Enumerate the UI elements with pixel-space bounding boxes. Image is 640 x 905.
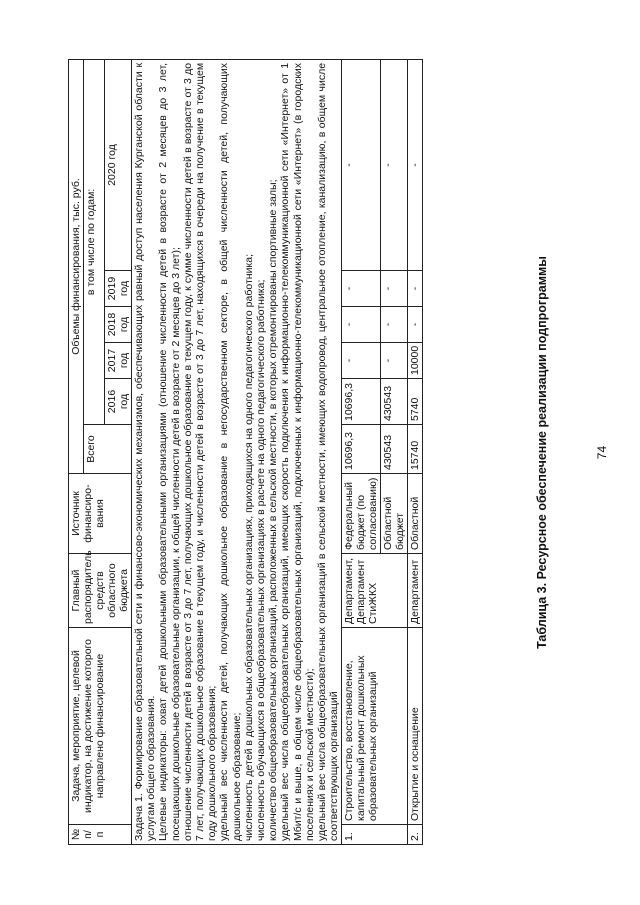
header-source: Источник финансиро-вания bbox=[69, 474, 132, 554]
row-y2016: 5740 bbox=[408, 379, 423, 425]
row-total: 430543 bbox=[381, 425, 408, 474]
row-total: 10696,3 bbox=[342, 425, 381, 474]
header-task: Задача, мероприятие, целевой индикатор, на достижение которого направлено финансирование bbox=[69, 628, 132, 825]
task-line: численность обучающихся в общеобразовательных организациях в расчете на одного педагогического работника; bbox=[255, 279, 268, 841]
header-volume: Объемы финансирования, тыс. руб. bbox=[69, 59, 84, 473]
row-y2020: - bbox=[381, 59, 408, 270]
task-line: удельный вес числа общеобразовательных организаций, имеющих скорость подключения к информационно-телекоммуникационной сети «Интернет» от 1 Мбит/с и выше, в общем числе общеобразовательных организаций, подключенных к информационно-телекоммуникационной сети «Интернет» (в городских поселениях и сельской местности); bbox=[279, 62, 316, 841]
row-source: Федеральный бюджет (по согласованию) bbox=[342, 474, 381, 554]
task-description bbox=[132, 59, 342, 844]
row-y2019: - bbox=[381, 271, 408, 307]
header-num: № п/п bbox=[69, 825, 132, 845]
row-y2018: - bbox=[408, 307, 423, 343]
row-y2018: - bbox=[381, 307, 408, 343]
table-row bbox=[408, 59, 423, 844]
row-admin: Департамент bbox=[408, 554, 423, 628]
row-task: Строительство, восстановление, капитальный ремонт дошкольных образовательных организаций bbox=[342, 628, 408, 825]
row-y2018: - bbox=[342, 307, 381, 343]
table-row bbox=[342, 59, 381, 844]
row-y2020: - bbox=[342, 59, 381, 270]
row-admin: Департамент, Департамент СтиЖКХ bbox=[342, 554, 408, 628]
row-y2017: - bbox=[381, 343, 408, 379]
row-num: 2. bbox=[408, 825, 423, 845]
header-year: 2019 год bbox=[105, 271, 132, 307]
row-y2019: - bbox=[342, 271, 381, 307]
header-year: 2020 год bbox=[105, 59, 132, 270]
task-line: численность детей в дошкольных образовательных организациях, приходящихся на одного педагогического работника; bbox=[242, 253, 255, 841]
header-total: Всего bbox=[84, 425, 132, 474]
task-line: удельный вес численности детей, получающих дошкольное образование в негосударственном секторе, в общей численности детей, получающих дошкольное образование; bbox=[218, 62, 243, 841]
task-line: Целевые индикаторы: охват детей дошкольными образовательными организациями (отношение численности детей в возрасте от 2 месяцев до 3 лет, посещающих дошкольные образовательные организации, к общей численности детей в возрасте от 2 месяцев до 3 лет); bbox=[157, 62, 182, 841]
row-source: Областной бюджет bbox=[381, 474, 408, 554]
row-task: Открытие и оснащение bbox=[408, 628, 423, 825]
task-line: количество общеобразовательных организаций, расположенных в сельской местности, в которых отремонтированы спортивные залы; bbox=[267, 179, 280, 841]
header-year: 2017 год bbox=[105, 343, 132, 379]
row-total: 15740 bbox=[408, 425, 423, 474]
header-by-years: в том числе по годам: bbox=[84, 59, 105, 424]
task-line: Задача 1. Формирование образовательной сети и финансово-экономических механизмов, обеспечивающих равный доступ населения Курганской области к услугам общего образования. bbox=[133, 62, 158, 841]
row-num: 1. bbox=[342, 825, 408, 845]
task-line: удельный вес числа общеобразовательных организаций в сельской местности, имеющих водопровод, центральное отопление, канализацию, в общем числе соответствующих организаций bbox=[316, 62, 341, 841]
header-row-1 bbox=[69, 59, 84, 844]
row-y2016: 430543 bbox=[381, 379, 408, 425]
header-year: 2018 год bbox=[105, 307, 132, 343]
header-admin: Главный распорядитель средств областного бюджета bbox=[69, 554, 132, 628]
row-source: Областной bbox=[408, 474, 423, 554]
page-number: 74 bbox=[595, 445, 609, 460]
task-row bbox=[132, 59, 342, 844]
row-y2020: - bbox=[408, 59, 423, 270]
header-year: 2016 год bbox=[105, 379, 132, 425]
table-caption: Таблица 3. Ресурсное обеспечение реализации подпрограммы bbox=[535, 256, 549, 649]
row-y2016: 10696,3 bbox=[342, 379, 381, 425]
row-y2019: - bbox=[408, 271, 423, 307]
task-line: отношение численности детей в возрасте от 3 до 7 лет, получающих дошкольное образование в текущем году, к сумме численности детей в возрасте от 3 до 7 лет, получающих дошкольное образование в текущем году, и численности детей в возрасте от 3 до 7 лет, находящихся в очереди на получение в текущем году дошкольного образования; bbox=[181, 62, 219, 841]
row-y2017: - bbox=[342, 343, 381, 379]
resource-table bbox=[68, 59, 423, 845]
row-y2017: 10000 bbox=[408, 343, 423, 379]
